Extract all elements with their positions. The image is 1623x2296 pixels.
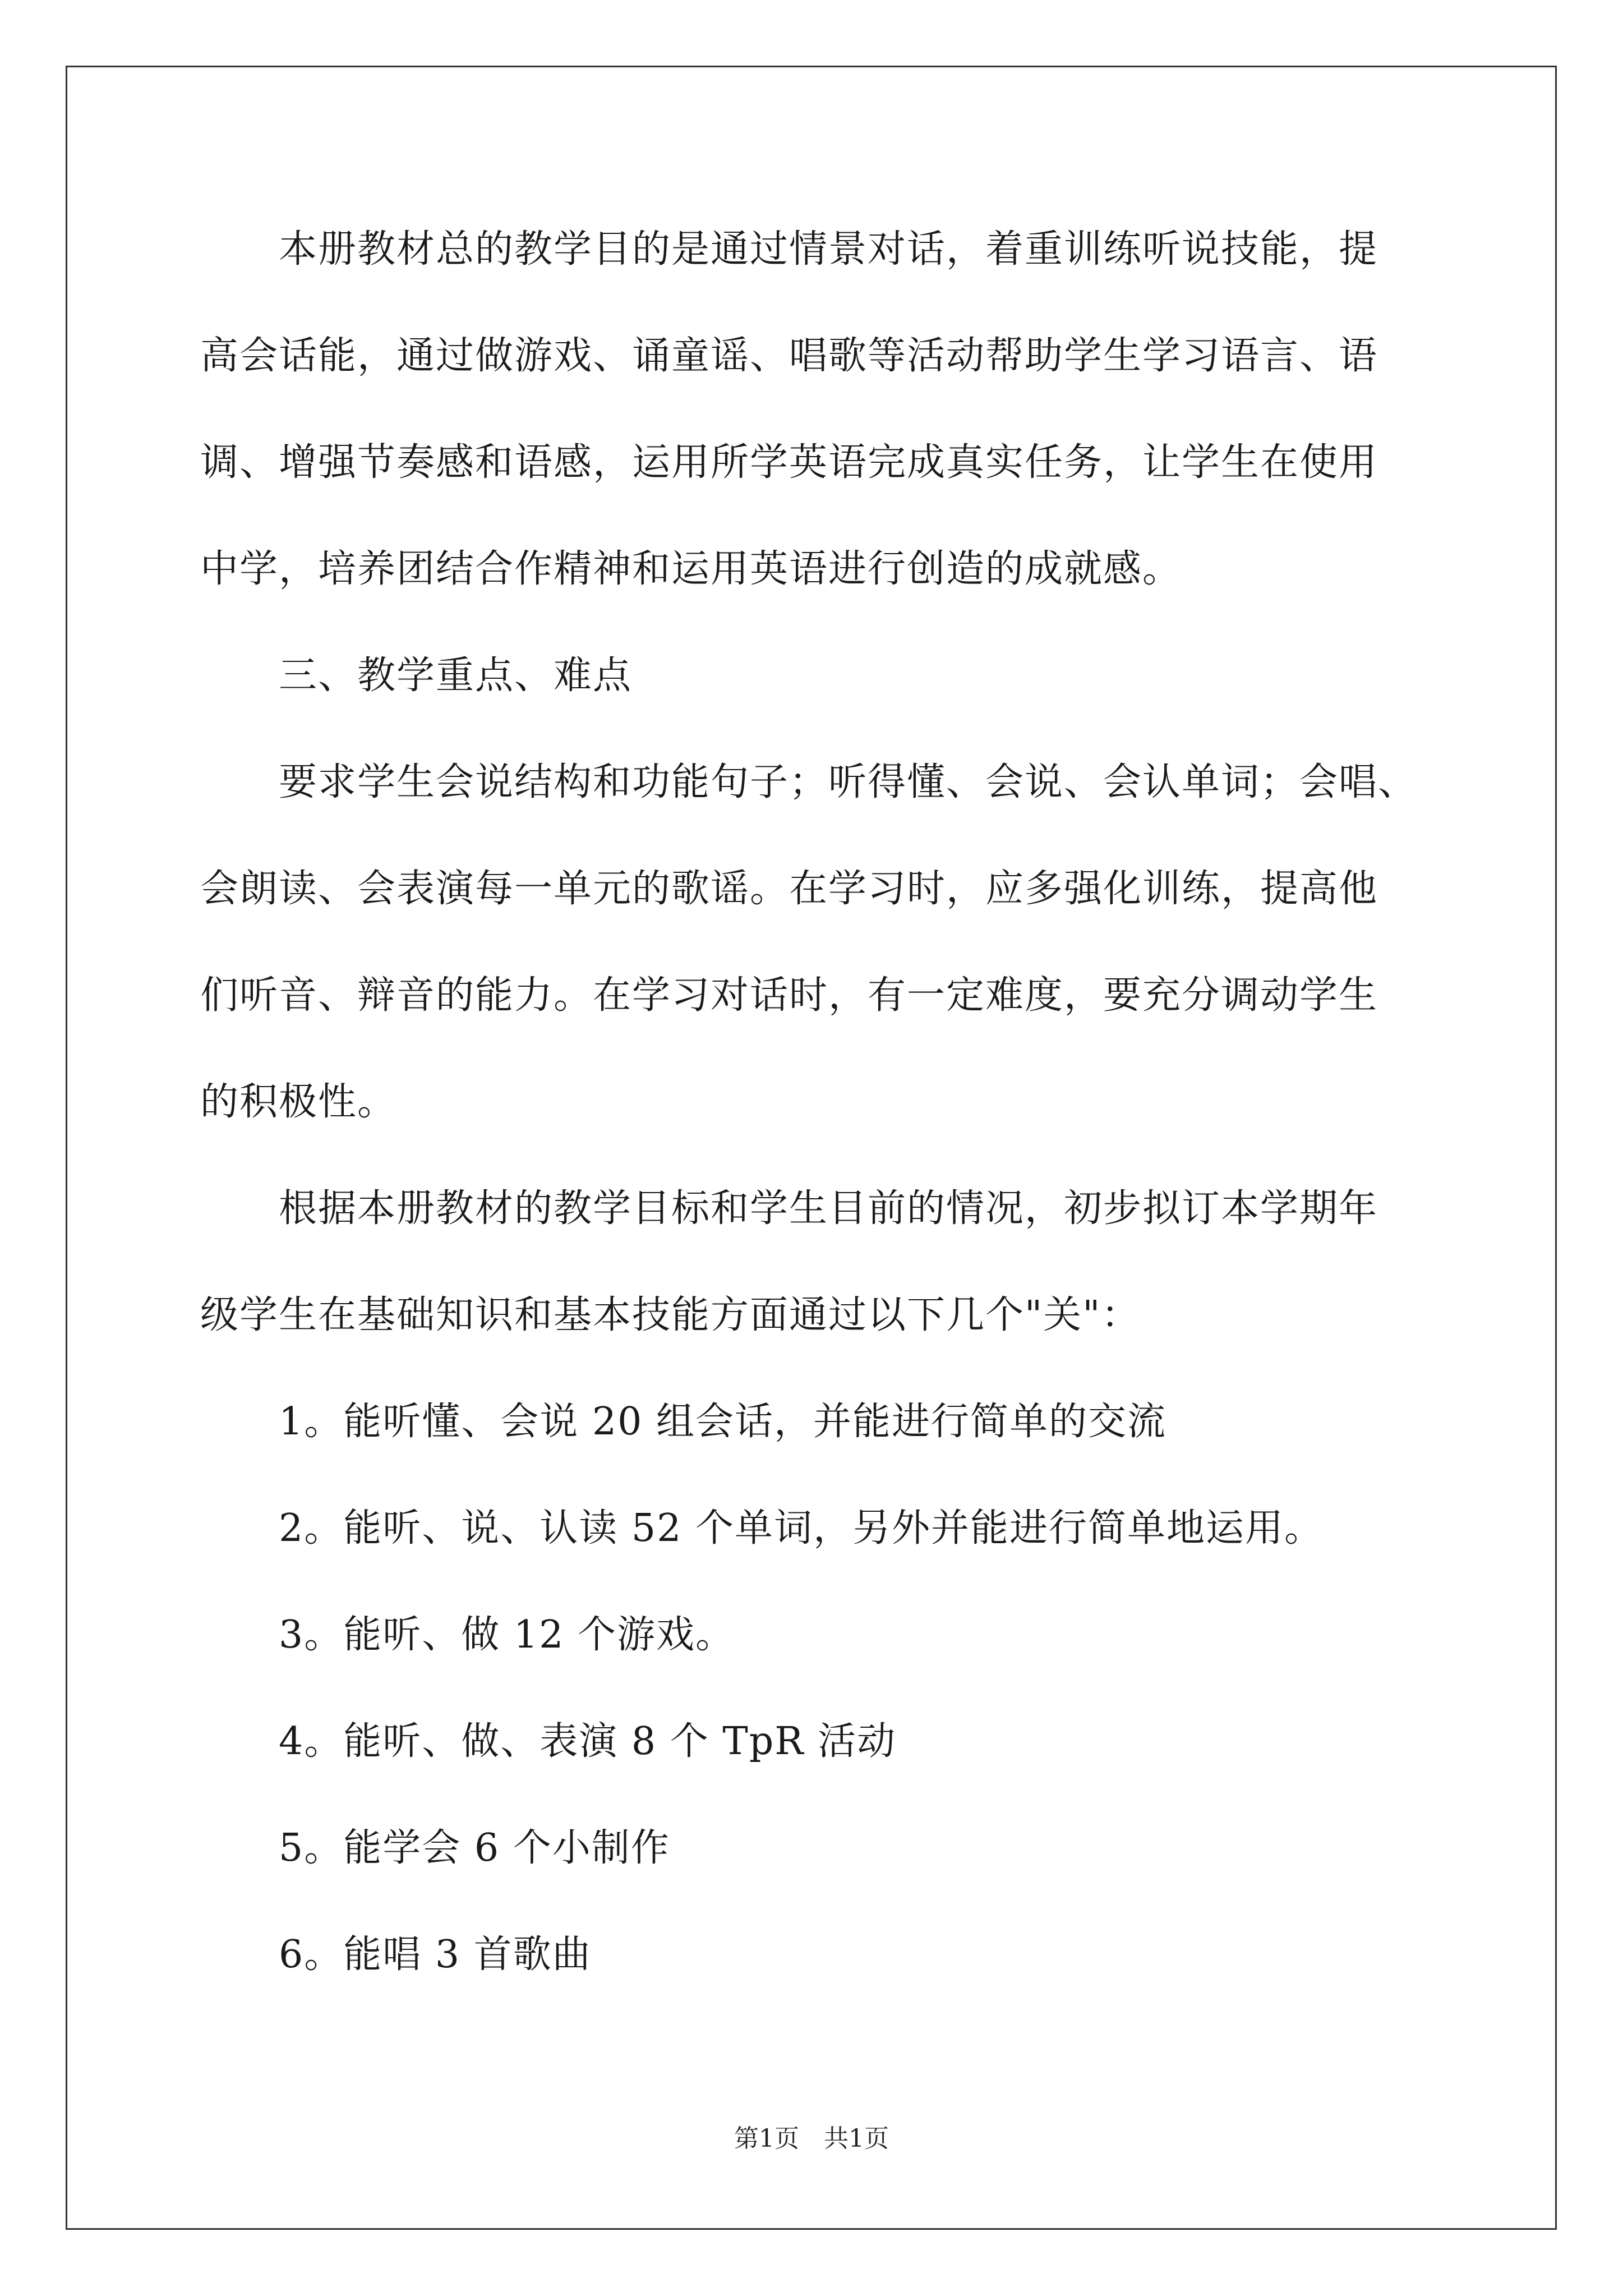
- page-footer: 第1页 共1页: [734, 2124, 889, 2153]
- list-item: 1。能听懂、会说 20 组会话，并能进行简单的交流: [200, 1400, 1167, 1444]
- text-line: 根据本册教材的教学目标和学生目前的情况，初步拟订本学期年: [200, 1186, 1378, 1231]
- text-line: 高会话能，通过做游戏、诵童谣、唱歌等活动帮助学生学习语言、语: [200, 334, 1378, 378]
- page-frame: [66, 66, 1557, 2230]
- text-line: 会朗读、会表演每一单元的歌谣。在学习时，应多强化训练，提高他: [200, 867, 1378, 911]
- section-heading: 三、教学重点、难点: [200, 654, 633, 698]
- list-item: 2。能听、说、认读 52 个单词，另外并能进行简单地运用。: [200, 1506, 1324, 1550]
- list-item: 6。能唱 3 首歌曲: [200, 1932, 592, 1977]
- text-line: 调、增强节奏感和语感，运用所学英语完成真实任务，让学生在使用: [200, 440, 1378, 485]
- list-item: 4。能听、做、表演 8 个 TpR 活动: [200, 1719, 897, 1764]
- text-line: 的积极性。: [200, 1080, 397, 1124]
- list-item: 3。能听、做 12 个游戏。: [200, 1613, 735, 1657]
- text-line: 们听音、辩音的能力。在学习对话时，有一定难度，要充分调动学生: [200, 973, 1378, 1018]
- text-line: 级学生在基础知识和基本技能方面通过以下几个"关"：: [200, 1293, 1141, 1337]
- list-item: 5。能学会 6 个小制作: [200, 1826, 670, 1870]
- text-line: 本册教材总的教学目的是通过情景对话，着重训练听说技能，提: [200, 227, 1378, 272]
- text-line: 中学，培养团结合作精神和运用英语进行创造的成就感。: [200, 547, 1182, 591]
- text-line: 要求学生会说结构和功能句子；听得懂、会说、会认单词；会唱、: [200, 760, 1418, 804]
